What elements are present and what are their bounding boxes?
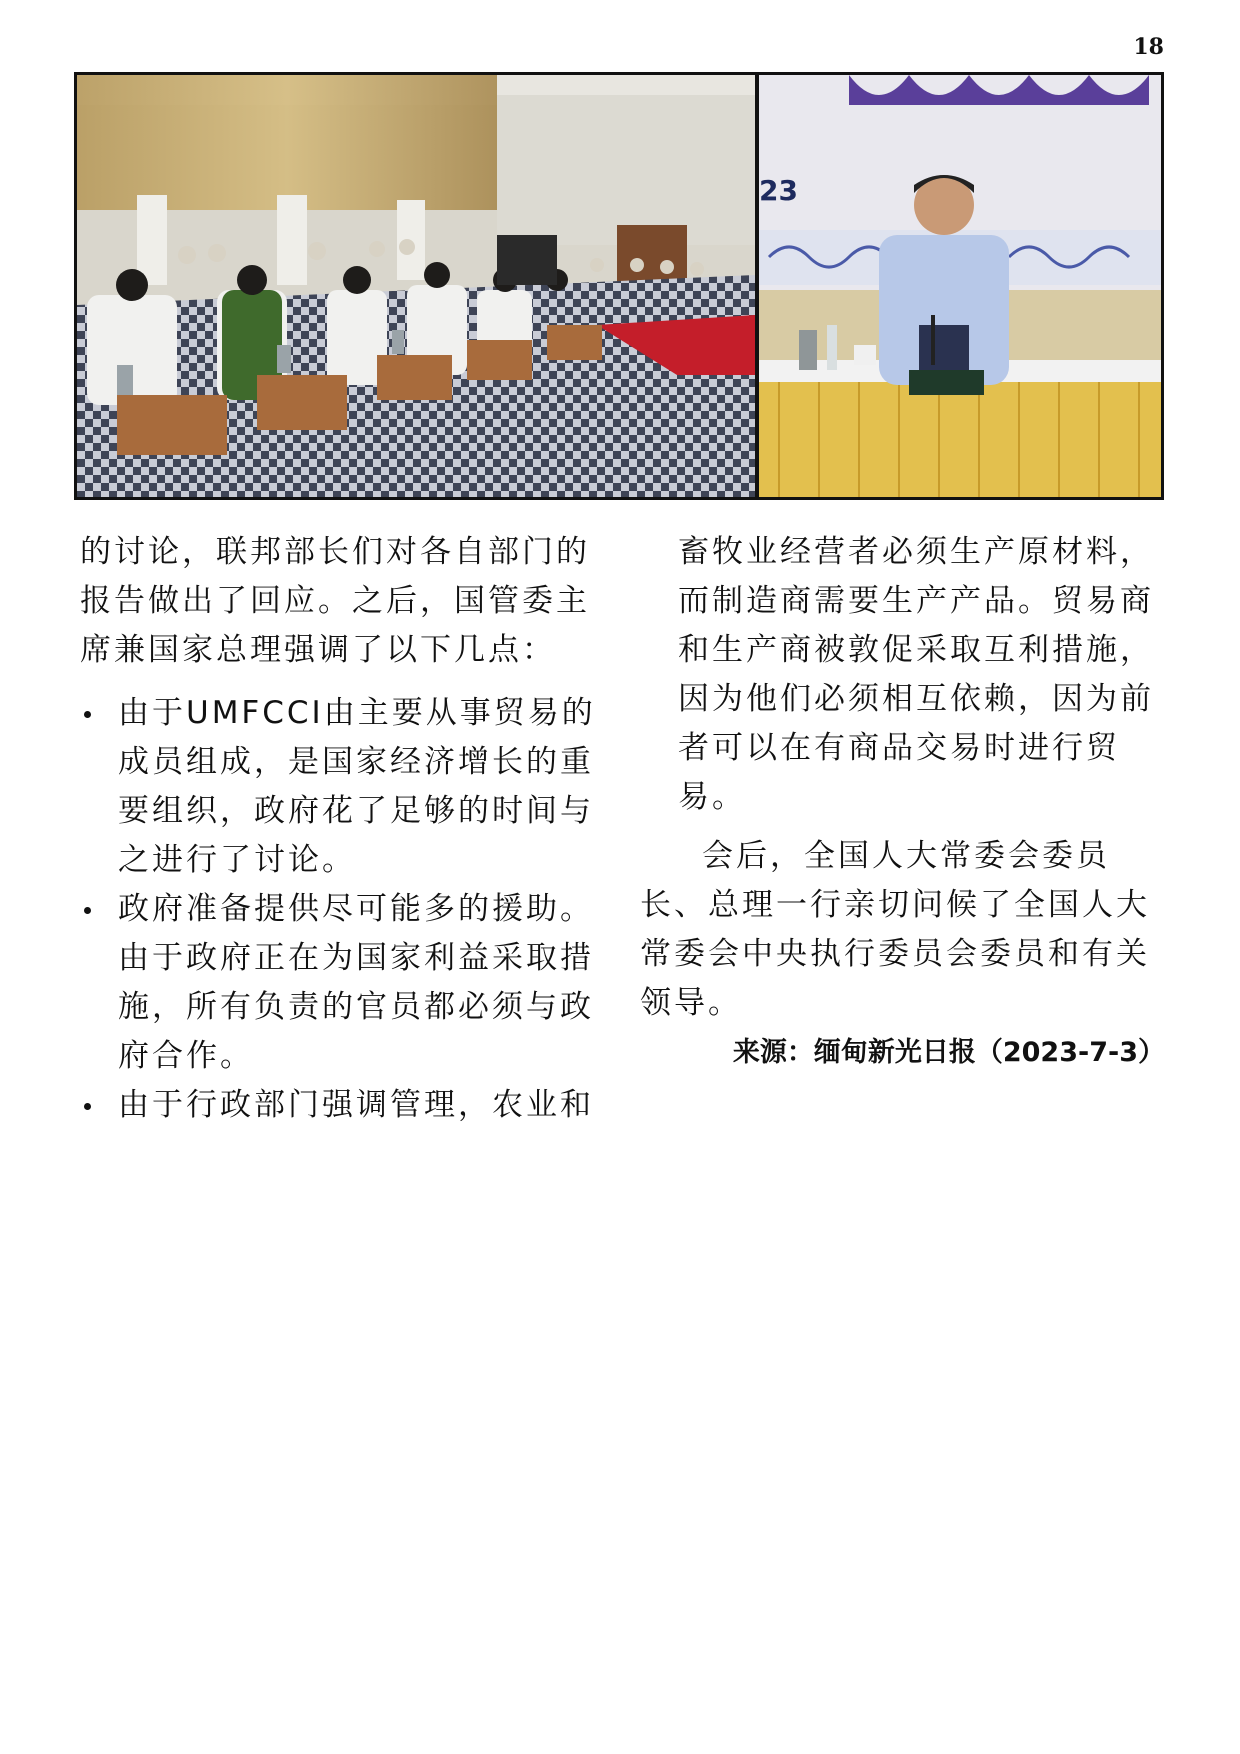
- bullet-icon: [84, 711, 91, 718]
- bullet-text: 由于行政部门强调管理，农业和: [118, 1087, 594, 1123]
- bullet-list: [80, 689, 600, 1130]
- page-number: 18: [1133, 34, 1164, 60]
- intro-paragraph: 的讨论，联邦部长们对各自部门的报告做出了回应。之后，国管委主席兼国家总理强调了以下几点：: [80, 534, 590, 668]
- continued-paragraph: 畜牧业经营者必须生产原材料，而制造商需要生产产品。贸易商和生产商被敦促采取互利措施，因为他们必须相互依赖，因为前者可以在有商品交易时进行贸易。: [678, 534, 1154, 815]
- source-credit: 来源：缅甸新光日报（2023-7-3）: [732, 1037, 1165, 1068]
- meeting-hall-illustration: [77, 75, 755, 497]
- right-column: [640, 528, 1165, 1077]
- speaker-photo: [759, 75, 1161, 497]
- meeting-hall-photo: [77, 75, 755, 497]
- photo-strip: [74, 72, 1164, 500]
- left-column: [80, 528, 600, 1130]
- backdrop-number: 23: [759, 174, 798, 207]
- speaker-illustration: [759, 75, 1161, 497]
- list-item: [80, 885, 600, 1081]
- bullet-icon: [84, 907, 91, 914]
- bullet-text: 政府准备提供尽可能多的援助。由于政府正在为国家利益采取措施，所有负责的官员都必须与政府合作。: [118, 891, 594, 1074]
- bullet-text: 由于UMFCCI由主要从事贸易的成员组成，是国家经济增长的重要组织，政府花了足够的时间与之进行了讨论。: [118, 695, 596, 878]
- closing-paragraph: 会后，全国人大常委会委员长、总理一行亲切问候了全国人大常委会中央执行委员会委员和有关领导。: [640, 838, 1150, 1021]
- list-item: [80, 689, 600, 885]
- bullet-icon: [84, 1103, 91, 1110]
- list-item: [80, 1081, 600, 1130]
